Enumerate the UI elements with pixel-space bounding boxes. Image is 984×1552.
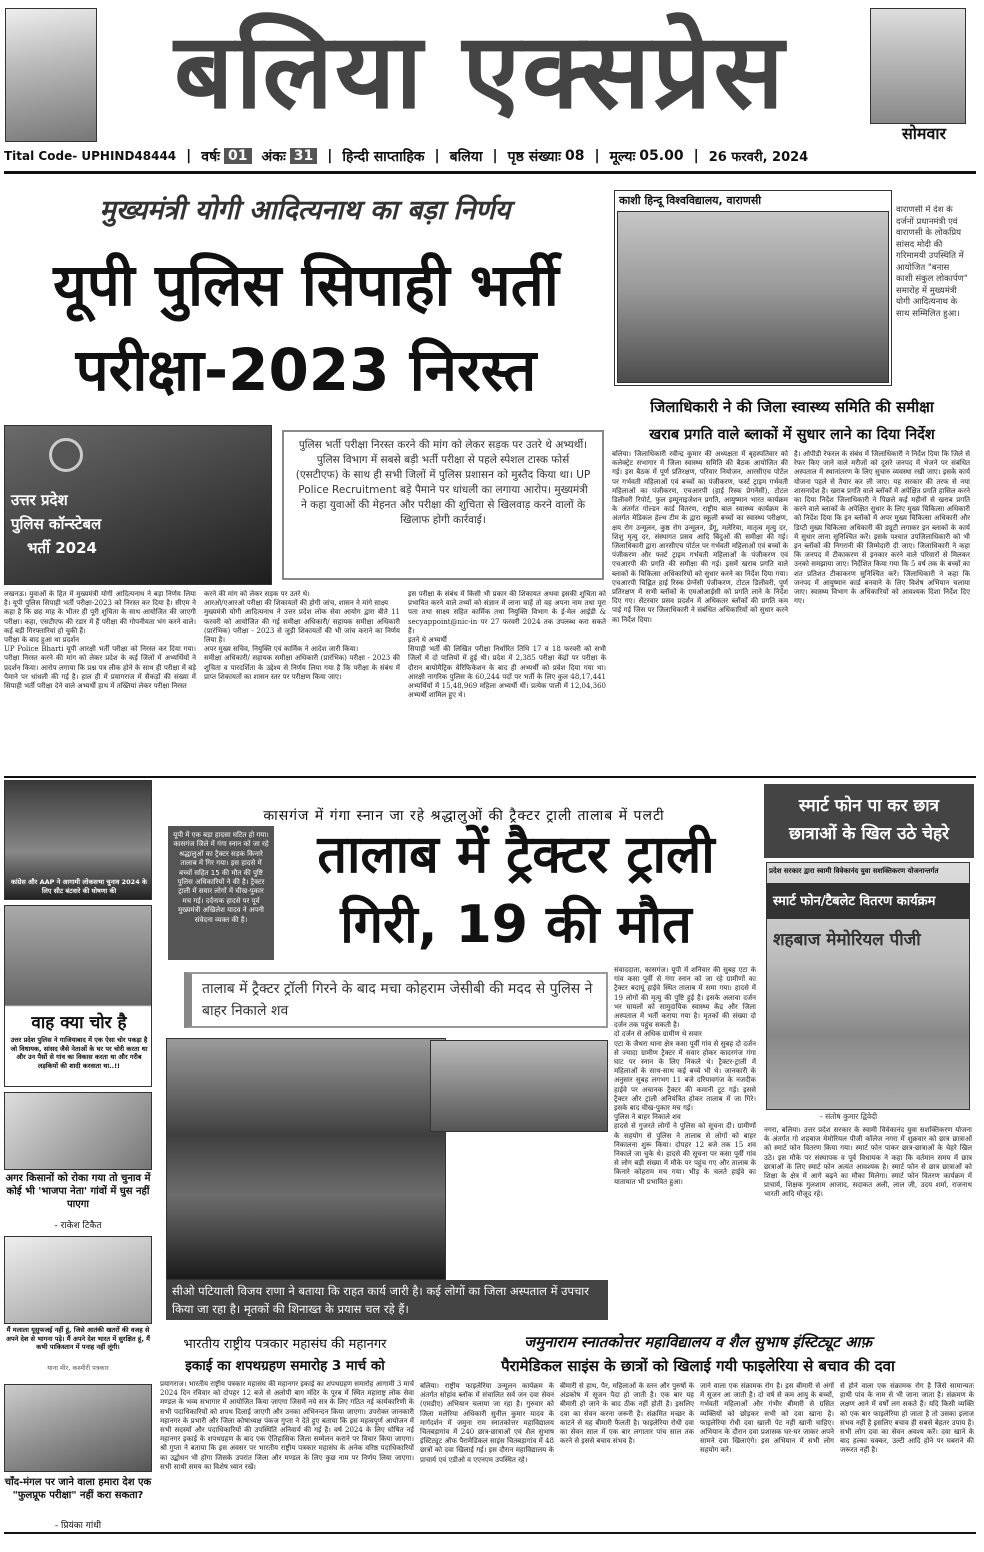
- bhu-caption: काशी हिन्दू विश्वविद्यालय, वाराणसी: [619, 194, 762, 207]
- filaria-headline-line1: जमुनाराम स्नातकोत्तर महाविद्यालय व शैल सुभाष इंस्टिट्यूट आफ़: [524, 1333, 872, 1351]
- pages-value: 08: [564, 148, 585, 164]
- lead-summary-box: पुलिस भर्ती परीक्षा निरस्त करने की मांग को लेकर सड़क पर उतरे थे अभ्यर्थी। पुलिस विभाग में सबसे बड़ी भर्ती परीक्षा से पहले स्पेशल टास्क फोर्स (एसटीएफ) के साथ ही सभी जिलों में पुलिस प्रशासन को मुस्तैद किया था। UP Police Recruitment बड़े पैमाने पर धांधली का लगाया आरोप। मुख्यमंत्री ने कहा युवाओं की मेहनत और परीक्षा की शुचिता से खिलवाड़ करने वालों के खिलाफ होगी कार्रवाई।: [282, 430, 604, 580]
- police-emblem-icon: [49, 438, 83, 472]
- info-sep: |: [186, 148, 192, 164]
- sidebar-item3-by: - राकेश टिकैत: [54, 1221, 102, 1231]
- masthead-day: सोमवार: [901, 124, 947, 143]
- sidebar-photo-tikait: [4, 1092, 152, 1170]
- periodicity: हिन्दी साप्ताहिक: [342, 148, 425, 165]
- lead-kicker: मुख्यमंत्री योगी आदित्यनाथ का बड़ा निर्णय: [99, 195, 511, 226]
- police-logo-text-1: उत्तर प्रदेश: [11, 491, 68, 509]
- issue-value: 31: [290, 148, 317, 164]
- sidebar-photo-yana-mir: [4, 1236, 152, 1324]
- smartphone-headline-box: [764, 784, 974, 858]
- lead-headline-line2: परीक्षा-2023 निरस्त: [75, 336, 537, 404]
- info-sep: |: [327, 148, 333, 164]
- lead-column-1: लखनऊ। युवाओं के हित में मुख्यमंत्री योगी आदित्यनाथ ने बड़ा निर्णय लिया है। यूपी पुलिस सिपाही भर्ती परीक्षा-2023 को निरस्त कर दिया है। सीएम ने कहा है कि छह माह के भीतर ही पूरी शुचिता के साथ आयोजित की जाएगी परीक्षा। कहा, एसटीएफ की रडार में हैं परीक्षा की गोपनीयता भंग करने वाले। कई बड़ी गिरफ्तारियां हो चुकी हैं। परीक्षा के बाद हुआ था प्रदर्शन UP Police Bharti यूपी आरक्षी भर्ती परीक्षा को निरस्त कर दिया गया। परीक्षा निरस्त करने की मांग को लेकर प्रदेश के कई जिलों में अभ्यर्थियों ने प्रदर्शन किया। आरोप लगाया कि प्रश्न पत्र लीक होने के साथ ही परीक्षा में बड़े पैमाने पर धांधली की गई है। हाल ही में प्रयागराज में सैकड़ों की संख्या में सिपाही भर्ती परीक्षा देने वाले अभ्यर्थी हाथ में तख्तियां लेकर परीक्षा निरस्त: [4, 590, 196, 691]
- info-sep: |: [434, 148, 440, 164]
- filaria-column-4: से होने वाला एक संक्रामक रोग है जिसे सामान्यतः हाथी पांव के नाम से भी जाना जाता है। संक्रमण के लक्षण आने में वर्षों लग सकते हैं। यदि किसी व्यक्ति को एक बार फाइलेरिया हो जाता है तो उसका इलाज संभव नहीं है इसलिए बचाव ही सबसे बेहतर उपाय है। सभी लोग दवा का सेवन अवश्य करें। दवा खाने के बाद हल्का चक्कर, उल्टी आदि होने पर घबराने की जरूरत नहीं है।: [840, 1382, 974, 1455]
- health-column-2: है। ओपीडी रेफरल के संबंध में जिलाधिकारी ने निर्देश दिया कि जिले से रेफर किए जाने वाले मरीजों को दूसरे जनपद में भेजने पर संबंधित अस्पताल में स्थानांतरण के लिए सुचारु व्यवस्था रखी जाए। इसके कार्य योजना पहले से तैयार कर ली जाए। यह सरकार की तरफ से नया शासनादेश है। खराब प्रगति वाले ब्लॉकों में अपेक्षित प्रगति हासिल करने का दिया निर्देश जिलाधिकारी ने पिछले कई महीनों से खराब प्रगति करने वाले ब्लाकों के अपेक्षित सुधार के लिए मुख्य चिकित्सा अधिकारी को निर्देश दिया कि इन ब्लॉकों में अपर मुख्य चिकित्सा अधिकारी और डिप्टी मुख्य चिकित्सा अधिकारी की ड्यूटी लगाकर इन ब्लाकों के कार्य में सुधार लाना सुनिश्चित करें। इसके पश्चात उपजिलाधिकारी को भी इन ब्लॉकों की निगरानी की जिम्मेदारी दी जाए। जिलाधिकारी ने कहा कि जनपद में टीकाकरण से इनकार करने वाले परिवारों से मिलकर उनको समझाया जाए। निर्देशित किया गया कि 5 वर्ष तक के बच्चों का शत प्रतिशत टीकाकरण सुनिश्चित करें। जिलाधिकारी ने कहा कि जनपद में आयुष्मान कार्ड बनवाने के लिए विशेष अभियान चलाया जाए। स्वास्थ्य विभाग के अधिकारियों को आवश्यक दिशा निर्देश दिए गए।: [794, 450, 970, 606]
- year-label: वर्षः: [201, 148, 221, 165]
- tractor-kicker: कासगंज में गंगा स्नान जा रहे श्रद्धालुओं की ट्रैक्टर ट्राली तालाब में पलटी: [263, 808, 665, 824]
- city: बलिया: [449, 148, 483, 165]
- sidebar-item4-by: याना मीर, कश्मीरी पत्रकार: [47, 1364, 109, 1372]
- smartphone-photo-credit: - संतोष कुमार द्विवेदी: [820, 1112, 878, 1121]
- lead-column-3: इस परीक्षा के संबंध में किसी भी प्रकार की शिकायत अथवा इसकी शुचिता को प्रभावित करने वाले तथ्यों को संज्ञान में लाना चाहें तो वह अपना नाम तथा पूरा पता तथा साक्ष्य सहित कार्मिक तथा नियुक्ति विभाग के ई-मेल आईडी & secyappoint@nic-in पर 27 फरवरी 2024 तक उपलब्ध करा सकते हैं। इतने थे अभ्यर्थी सिपाही भर्ती की लिखित परीक्षा निर्धारित तिथि 17 व 18 फरवरी को सभी जिलों में दो पालियों में हुई थी। प्रदेश में 2,385 परीक्षा केंद्रों पर परीक्षा के दौरान बायोमैट्रिक वेरिफिकेशन के बाद ही अभ्यर्थी को प्रवेश दिया गया था। आरक्षी नागरिक पुलिस के 60,244 पदों पर भर्ती के लिए कुल 48,17,441 अभ्यर्थियों में 15,48,969 महिला अभ्यर्थी थीं। प्रत्येक पाली में 12,04,360 अभ्यर्थी शामिल हुए थे।: [408, 590, 606, 700]
- smartphone-banner-3: शहबाज मेमोरियल पीजी: [773, 930, 921, 950]
- sidebar-item5-quote: चाँद-मंगल पर जाने वाला हमारा देश एक "फुलप्रूफ परीक्षा" नहीं करा सकता?: [4, 1477, 152, 1501]
- health-headline-line1: जिलाधिकारी ने की जिला स्वास्थ्य समिति की समीक्षा: [650, 398, 934, 416]
- masthead-info-bar: [4, 143, 976, 169]
- tractor-photo-main: [166, 1038, 446, 1280]
- filaria-column-3: जाने वाला एक संक्रामक रोग है। इस बीमारी से अंगों में सूजन आ जाती है। दो वर्ष से कम आयु के बच्चों, गर्भवती महिलाओं और गंभीर बीमारी से ग्रसित व्यक्तियों को छोड़कर सभी को दवा खाना है। फाइलेरिया रोधी दवा खाली पेट नहीं खानी चाहिए। अभियान के दौरान दवा प्रशासक घर-घर जाकर अपने सामने दवा खिलाएंगे। इस अभियान में सभी लोग सहयोग करें।: [700, 1382, 834, 1455]
- filaria-column-2: बीमारी से हाथ, पैर, महिलाओं के स्तन और पुरुषों के अंडकोष में सूजन पैदा हो जाती है। एक बार यह बीमारी हो जाने के बाद ठीक नहीं होती है। इसलिए दवा का सेवन करना जरूरी है। संक्रमित मच्छर के काटने से यह बीमारी फैलती है। फाइलेरिया रोधी दवा का सेवन साल में एक बार लगातार पांच साल तक करने से इससे बचाव संभव है।: [560, 1382, 694, 1446]
- smartphone-photo: [766, 862, 970, 1110]
- page-bottom-rule: [4, 1532, 976, 1534]
- tractor-subhead: तालाब में ट्रैक्टर ट्रॉली गिरने के बाद मचा कोहराम जेसीबी की मदद से पुलिस ने बाहर निकाले शव: [184, 972, 608, 1028]
- price-label: मूल्यः: [609, 148, 636, 165]
- pages-label: पृष्ठ संख्याः: [507, 148, 561, 165]
- sidebar-item2-text: उत्तर प्रदेश पुलिस ने गाजियाबाद में एक ऐसा चोर पकड़ा है जो विधायक, सांसद जैसे नेताओं के घर पर चोरी करता था और उन पैसों से गांव का विकास करता था और गरीब लड़कियों की शादी करवाता था..!!: [10, 1036, 148, 1070]
- bhu-side-text: वाराणसी में देश के दर्जनों प्रधानमंत्री एवं वाराणसी के लोकप्रिय सांसद मोदी की गरिमामयी उपस्थिति में आयोजित "बनास काशी संकुल लोकार्पण" समारोह में मुख्यमंत्री योगी आदित्यनाथ के साथ सम्मिलित हुआ।: [896, 205, 968, 319]
- year-value: 01: [224, 148, 251, 164]
- police-recruitment-photo: [4, 425, 272, 585]
- title-code: Tital Code- UPHIND48444: [4, 149, 177, 163]
- filaria-column-1: बलिया। राष्ट्रीय फाइलेरिया उन्मूलन कार्यक्रम के अंतर्गत सोहांव ब्लॉक में संचालित सर्व जन दवा सेवन (एमडीए) अभियान चलाया जा रहा है। गुरुवार को जिला मलेरिया अधिकारी सुनील कुमार यादव के मार्गदर्शन में जमुना राम स्नातकोत्तर महाविद्यालय चितबड़ागांव में 240 छात्र-छात्राओं एवं शैल सुभाष इंस्टिट्यूट ऑफ पैरामेडिकल साइंस चितबड़ागांव में 48 छात्रों को दवा खिलाई गई। इस दौरान महाविद्यालय के प्राचार्य एवं एडीओ व एएनएम उपस्थित रहे।: [420, 1382, 554, 1464]
- sidebar-item5-by: - प्रियंका गांधी: [54, 1521, 102, 1531]
- police-logo-text-3: भर्ती 2024: [27, 539, 97, 557]
- lead-column-2: करने की मांग को लेकर सड़क पर उतरे थे। आरओ/एआरओ परीक्षा की शिकायतों की होगी जांच, शासन ने मांगे साक्ष्य मुख्यमंत्री योगी आदित्यनाथ ने उत्तर प्रदेश लोक सेवा आयोग द्वारा बीते 11 फरवरी को आयोजित की गई समीक्षा अधिकारी/ सहायक समीक्षा अधिकारी (प्रारंभिक) परीक्षा - 2023 से जुड़ी शिकायतों की भी जांच कराने का निर्णय लिया है। अपर मुख्य सचिव, नियुक्ति एवं कार्मिक ने आदेश जारी किया। समीक्षा अधिकारी/ सहायक समीक्षा अधिकारी (प्रारंभिक) परीक्षा - 2023 की शुचिता व पारदर्शिता के उद्देश्य से निर्णय लिया गया है कि परीक्षा के संबंध में प्राप्त शिकायतों का शासन स्तर पर परीक्षण किया जाए।: [204, 590, 400, 681]
- journalist-column: प्रयागराज। भारतीय राष्ट्रीय पत्रकार महासंघ की महानगर इकाई का शपथग्रहण समारोह आगामी 3 मार्च 2024 दिन रविवार को दोपहर 12 बजे से अलोपी बाग मंदिर के पूरब में स्थित महाराष्ट्र लोक सेवा मण्डल के भव्य सभागार में आयोजित किया जाएगा जिसमें नये सत्र के लिए गठित नई कार्यकारिणी के सभी पदाधिकारियों को शपथ दिलाई जाएगी और उनका अभिनन्दन किया जाएगा। उपरोक्त जानकारी महानगर के प्रभारी और जिला कोषाध्यक्ष पंकज गुप्ता ने देते हुए बताया कि इस महत्वपूर्ण आयोजन में सभी सदस्यों और पदाधिकारियों की उपस्थिति अनिवार्य की गई है। वर्ष 2024 के लिए घोषित नई महानगर इकाई के शपथग्रहण के बाद एक ऐतिहासिक जिला सम्मेलन कराने पर विचार किया जाएगा। श्री गुप्ता ने बताया कि इस अवसर पर भारतीय राष्ट्रीय पत्रकार महासंघ के अनेक वरिष्ठ पदाधिकारियों का उद्बोधन भी होगा जिसके उपरांत जिला और मण्डल के लिए कुछ नाम पर निर्णय लिया जाएगा। सभी साथी समय का विशेष ध्यान रखें।: [160, 1380, 414, 1471]
- sidebar-item4-quote: मैं मलाला यूसुफजई नहीं हूं, जिसे आतंकी खतरों की वजह से अपने देश से भागना पड़े। मैं अपने देश भारत में सुरक्षित हूं, मैं कभी पाकिस्तान में पनाह नहीं लूंगी।: [6, 1326, 150, 1351]
- masthead-photo-left: [5, 8, 97, 142]
- sidebar-photo-priyanka: [4, 1384, 152, 1472]
- tractor-column: संवाददाता, कासगंज। यूपी में शनिवार की सुबह एटा के गांव कसा पूर्वी से गंगा स्नान को जा रहे ग्रामीणों का ट्रैक्टर बदायूं हाईवे स्थित तालाब में समा गया। हादसे में 19 लोगों की मृत्यु की पुष्टि हुई है। इसके अलावा दर्जन भर घायलों को सामुदायिक स्वास्थ्य केंद्र और जिला अस्पताल में भर्ती कराया गया है। मृतकों की संख्या दो दर्जन तक पहुंच सकती है। दो दर्जन से अधिक ग्रामीण थे सवार एटा के जैथरा थाना क्षेत्र कसा पूर्वी गांव से सुबह दो दर्जन से ज्यादा ग्रामीण ट्रैक्टर में सवार होकर कादरगंज गंगा घाट पर स्नान के लिए निकले थे। ट्रैक्टर-ट्राली में महिलाओं के साथ-साथ कई बच्चे भी थे। जानकारी के अनुसार सुबह लगभग 11 बजे दरियावगंज के नजदीक हाईवे पर अचानक ट्रैक्टर की कमानी टूट गई। इससे ट्रैक्टर और ट्राली अनियंत्रित होकर तालाब में जा गिरे। इसके बाद चीख-पुकार मच गई। पुलिस ने बाहर निकाले शव हादसे से गुजरते लोगों ने पुलिस को सूचना दी। ग्रामीणों के सहयोग से पुलिस ने तालाब से लोगों को बाहर निकालना शुरू किया। दोपहर 12 बजे तक 15 शव निकाले जा चुके थे। हादसे की सूचना पर कसा पूर्वी गांव से लोग बड़ी संख्या में मौके पर पहुंच गए और तालाब के किनारे कोहराम मच गया। भीड़ के चलते हाईवे का यातायात भी प्रभावित हुआ।: [614, 966, 756, 1186]
- smartphone-banner-1: प्रदेश सरकार द्वारा स्वामी विवेकानंद युवा सशक्तिकरण योजनान्तर्गत: [769, 867, 939, 875]
- health-headline-line2: खराब प्रगति वाले ब्लाकों में सुधार लाने का दिया निर्देश: [649, 427, 935, 443]
- price-value: 05.00: [639, 148, 684, 164]
- journalist-headline-line2: इकाई का शपथग्रहण समारोह 3 मार्च को: [185, 1358, 385, 1374]
- issue-label: अंकः: [261, 148, 286, 165]
- smartphone-banner-2: स्मार्ट फोन/टैबलेट वितरण कार्यक्रम: [767, 883, 970, 919]
- info-sep: |: [594, 148, 600, 164]
- tractor-photo-caption: सीओ पटियाली विजय राणा ने बताया कि राहत कार्य जारी है। कई लोगों का जिला अस्पताल में उपचार किया जा रहा है। मृतकों की शिनाख्त के प्रयास चल रहे हैं।: [166, 1280, 608, 1320]
- smartphone-headline-line1: स्मार्ट फोन पा कर छात्र: [798, 796, 940, 816]
- masthead-title: बलिया एक्सप्रेस: [174, 10, 786, 132]
- health-column-1: बलिया। जिलाधिकारी रवीन्द्र कुमार की अध्यक्षता में बृहस्पतिवार को कलेक्ट्रेट सभागार में जिला स्वास्थ्य समिति की बैठक आयोजित की गई। इस बैठक में पूर्ण प्रतिरक्षण, परिवार नियोजन, आरसीएच पोर्टल पर गर्भवती महिलाओं एवं बच्चों का पंजीकरण, फर्स्ट ट्राइम गर्भवती महिलाओं का पंजीकरण, एचआरपी (हाई रिस्क प्रेगनेंसी), टोटल डिलीवरी रिपोर्ट, फुल इम्यूनाइजेशन प्रगति, आयुष्मान भारत कार्यक्रम के अंतर्गत गोल्डन कार्ड वितरण, राष्ट्रीय बाल स्वास्थ्य कार्यक्रम के अंतर्गत मेडिकल हेल्थ टीम के द्वारा स्कूली बच्चों का स्वास्थ्य परीक्षण, क्षय रोग उन्मूलन, कुष्ठ रोग उन्मूलन, डेंगू, मलेरिया, मातृत्व मृत्यु दर, शिशु मृत्यु दर, संस्थागत प्रसव आदि बिंदुओं की समीक्षा की गई। जिलाधिकारी द्वारा आरसीएच पोर्टल पर गर्भवती महिलाओं एवं बच्चों के पंजीकरण और फर्स्ट ट्राइम गर्भवती महिलाओं के पंजीकरण एवं एचआरपी की प्रगति की समीक्षा की गई। इसमें खराब प्रगति वाले ब्लाकों के चिकित्सा अधिकारियों को सुधार करने का निर्देश दिया गया। एचआरपी चिह्नित हाई रिस्क प्रेग्नेंसी पंजीकरण, टोटल डिलीवरी, पूर्ण प्रतिरक्षण में सभी ब्लॉकों के एमओआईसी को प्रगति लाने के निर्देश दिए गए। सेंटरवार प्रसव प्रदर्शन में अधिकतर ब्लॉकों की प्रगति कम पाई गई जिस पर जिलाधिकारी ने संबंधित अधिकारियों को सुधार करने का निर्देश दिया।: [612, 450, 788, 624]
- sidebar-photo-thief: [4, 905, 152, 1087]
- date: 26 फरवरी, 2024: [708, 150, 809, 165]
- info-sep: |: [693, 148, 699, 164]
- smartphone-headline-line2: छात्राओं के खिल उठे चेहरे: [788, 824, 949, 844]
- filaria-headline-line2: पैरामेडिकल साइंस के छात्रों को खिलाई गयी फाइलेरिया से बचाव की दवा: [501, 1357, 895, 1375]
- info-sep: |: [492, 148, 498, 164]
- tractor-box: यूपी में एक बड़ा हादसा घटित हो गया। कासगंज जिले में गंगा स्नान को जा रहे श्रद्धालुओं का ट्रैक्टर सड़क किनारे तालाब में गिर गया। इस हादसे में बच्चों सहित 15 की मौत की पुष्टि पुलिस अधिकारियों ने की है। ट्रैक्टर ट्राली में सवार लोगों में चीख-पुकार मच गई। दर्दनाक हादसे पर पूर्व मुख्यमंत्री अखिलेश यादव ने अपनी संवेदना व्यक्त की है।: [168, 826, 274, 960]
- sidebar-photo-india-alliance: [4, 780, 152, 900]
- smartphone-column: नगरा, बलिया। उत्तर प्रदेश सरकार के स्वामी विवेकानंद युवा सशक्तिकरण योजना के अंतर्गत गो शहबाज मेमोरियल पीजी कॉलेज नगरा में शुक्रवार को छात्र छात्राओं को स्मार्ट फोन वितरण किया गया। स्मार्ट फोन पाकर छात्र-छात्राओं के चेहरे खिल उठे। इस मौके पर संस्थापक व पूर्व विधायक ने कहा कि वर्तमान समय में छात्र छात्राओं के लिए स्मार्ट फोन अत्यंत आवश्यक है। स्मार्ट फोन से छात्र छात्राओं को शिक्षा के क्षेत्र में आगे बढ़ने का मौका मिलेगा। स्मार्ट फोन वितरण कार्यक्रम में प्राचार्य, शिक्षक गुलशाम आजाद, सदाकत अली, लाल जी, उदय शर्मा, राजनाथ भारती आदि मौजूद रहे।: [764, 1126, 972, 1199]
- tractor-photo-inset: [430, 1040, 608, 1132]
- masthead-photo-right: [870, 8, 966, 124]
- sidebar-item2-head: वाह क्या चोर है: [31, 1013, 127, 1033]
- police-logo-text-2: पुलिस कॉन्स्टेबल: [11, 515, 102, 533]
- sidebar-item1-caption: कांग्रेस और AAP ने आगामी लोकसभा चुनाव 2024 के लिए सीट बंटवारे की घोषणा की: [11, 878, 147, 895]
- bhu-event-photo: [617, 211, 889, 383]
- journalist-headline-line1: भारतीय राष्ट्रीय पत्रकार महासंघ की महानगर: [183, 1337, 387, 1352]
- bhu-photo-frame: [614, 190, 892, 386]
- tractor-headline-line1: तालाब में ट्रैक्टर ट्राली: [317, 825, 715, 885]
- tractor-headline-line2: गिरी, 19 की मौत: [340, 895, 692, 955]
- lead-headline-line1: यूपी पुलिस सिपाही भर्ती: [53, 251, 559, 319]
- section-rule: [4, 776, 976, 778]
- masthead-rule: [4, 171, 976, 174]
- sidebar-item3-quote: अगर किसानों को रोका गया तो चुनाव में कोई भी 'भाजपा नेता' गांवों में घुस नहीं पाएगा: [5, 1173, 151, 1210]
